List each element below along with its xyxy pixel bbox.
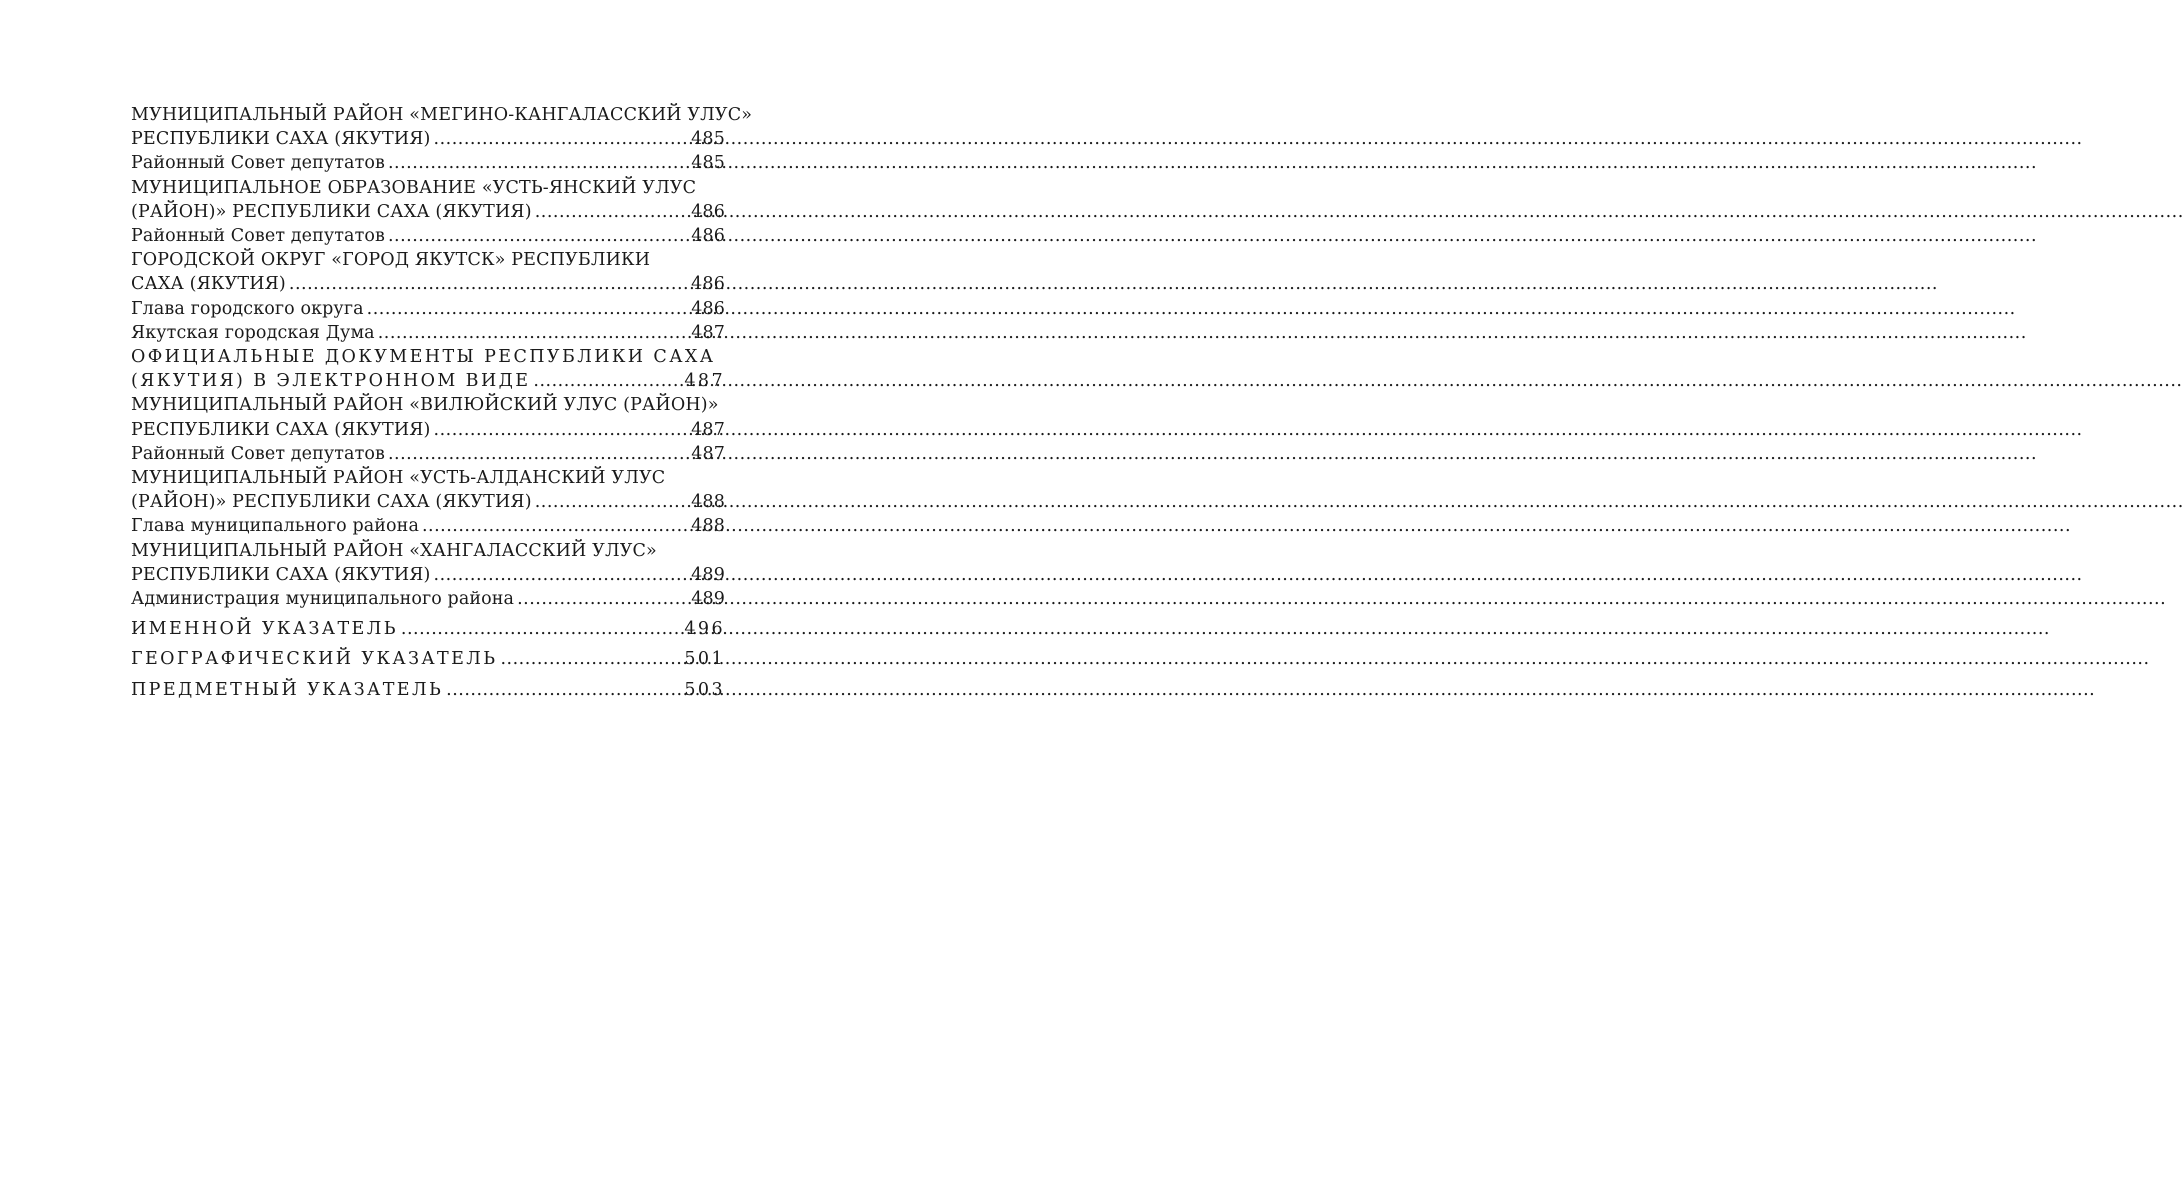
toc-entry-title: Глава городского округа — [131, 298, 364, 319]
toc-entry-geo-index[interactable] — [131, 647, 725, 671]
toc-entry-title: Районный Совет депутатов — [131, 443, 385, 464]
dot-leader — [517, 587, 689, 611]
toc-entry-title: (РАЙОН)» РЕСПУБЛИКИ САХА (ЯКУТИЯ) — [131, 201, 532, 222]
toc-entry-official-docs[interactable] — [131, 369, 725, 393]
toc-entry-title: РЕСПУБЛИКИ САХА (ЯКУТИЯ) — [131, 419, 431, 440]
dot-leader — [401, 617, 683, 641]
toc-entry-title: Глава муниципального района — [131, 516, 419, 537]
toc-entry-vilyuysky[interactable] — [131, 418, 725, 442]
dot-leader — [388, 442, 689, 466]
toc-page-number: 487 — [691, 419, 725, 440]
toc-entry-vilyuysky-council[interactable] — [131, 442, 725, 466]
toc-page-number: 486 — [691, 201, 725, 222]
dot-leader — [535, 490, 689, 514]
dot-leader — [446, 678, 682, 702]
toc-page-number: 485 — [691, 153, 725, 174]
toc-entry-title: МУНИЦИПАЛЬНЫЙ РАЙОН «МЕГИНО-КАНГАЛАССКИЙ УЛУС» — [131, 105, 753, 125]
toc-entry-title: МУНИЦИПАЛЬНЫЙ РАЙОН «УСТЬ-АЛДАНСКИЙ УЛУС — [131, 468, 666, 489]
toc-page-number: 487 — [691, 443, 725, 464]
dot-leader — [535, 200, 689, 224]
toc-entry-title: ПРЕДМЕТНЫЙ УКАЗАТЕЛЬ — [131, 679, 444, 700]
toc-heading-megino — [131, 103, 753, 127]
toc-entry-yakutsk-duma[interactable] — [131, 321, 725, 345]
toc-page-number: 503 — [684, 679, 725, 700]
toc-entry-khangalassky-admin[interactable] — [131, 587, 725, 611]
toc-entry-ust-aldansky[interactable] — [131, 490, 725, 514]
toc-page-number: 488 — [691, 492, 725, 513]
toc-page-number: 485 — [691, 129, 725, 150]
toc-entry-megino[interactable] — [131, 127, 725, 151]
toc-entry-megino-council[interactable] — [131, 151, 725, 175]
dot-leader — [388, 224, 689, 248]
toc-page-number: 501 — [684, 649, 725, 670]
dot-leader — [367, 297, 690, 321]
toc-page-number: 486 — [691, 298, 725, 319]
toc-entry-title: (ЯКУТИЯ) В ЭЛЕКТРОННОМ ВИДЕ — [131, 371, 531, 392]
toc-page-number: 489 — [691, 589, 725, 610]
toc-heading-official-docs — [131, 345, 725, 369]
dot-leader — [388, 151, 689, 175]
toc-entry-yakutsk-head[interactable] — [131, 297, 725, 321]
toc-heading-yakutsk — [131, 248, 725, 272]
dot-leader — [434, 563, 690, 587]
toc-heading-vilyuysky — [131, 393, 725, 417]
toc-entry-title: Якутская городская Дума — [131, 322, 375, 343]
toc-page-number: 489 — [691, 564, 725, 585]
toc-entry-title: Районный Совет депутатов — [131, 153, 385, 174]
toc-entry-title: ГЕОГРАФИЧЕСКИЙ УКАЗАТЕЛЬ — [131, 649, 498, 670]
toc-entry-ust-yansky-council[interactable] — [131, 224, 725, 248]
toc-entry-title: Администрация муниципального района — [131, 589, 515, 610]
toc-entry-title: САХА (ЯКУТИЯ) — [131, 274, 286, 295]
toc-entry-title: ОФИЦИАЛЬНЫЕ ДОКУМЕНТЫ РЕСПУБЛИКИ САХА — [131, 347, 716, 368]
toc-entry-title: (РАЙОН)» РЕСПУБЛИКИ САХА (ЯКУТИЯ) — [131, 492, 532, 513]
toc-page-number: 487 — [684, 371, 725, 392]
document-page — [0, 0, 839, 1191]
toc-page-number: 486 — [691, 274, 725, 295]
toc-entry-title: РЕСПУБЛИКИ САХА (ЯКУТИЯ) — [131, 129, 431, 150]
toc-heading-khangalassky — [131, 539, 725, 563]
toc-heading-ust-aldansky — [131, 466, 725, 490]
toc-page-number: 488 — [691, 516, 725, 537]
dot-leader — [434, 418, 690, 442]
toc-entry-khangalassky[interactable] — [131, 563, 725, 587]
toc-page-number: 486 — [691, 226, 725, 247]
toc-entry-yakutsk[interactable] — [131, 272, 725, 296]
toc-heading-ust-yansky — [131, 176, 725, 200]
toc-entry-ust-aldansky-head[interactable] — [131, 514, 725, 538]
toc-entry-ust-yansky[interactable] — [131, 200, 725, 224]
dot-leader — [500, 647, 682, 671]
toc-entry-subject-index[interactable] — [131, 678, 725, 702]
table-of-contents — [131, 103, 753, 702]
toc-entry-name-index[interactable] — [131, 617, 725, 641]
dot-leader — [422, 514, 689, 538]
toc-entry-title: МУНИЦИПАЛЬНОЕ ОБРАЗОВАНИЕ «УСТЬ-ЯНСКИЙ УЛУС — [131, 177, 697, 198]
dot-leader — [434, 127, 690, 151]
toc-page-number: 487 — [691, 322, 725, 343]
toc-entry-title: МУНИЦИПАЛЬНЫЙ РАЙОН «ВИЛЮЙСКИЙ УЛУС (РАЙОН)» — [131, 395, 719, 416]
toc-entry-title: МУНИЦИПАЛЬНЫЙ РАЙОН «ХАНГАЛАССКИЙ УЛУС» — [131, 540, 657, 561]
toc-entry-title: ИМЕННОЙ УКАЗАТЕЛЬ — [131, 619, 398, 640]
dot-leader — [378, 321, 690, 345]
toc-entry-title: РЕСПУБЛИКИ САХА (ЯКУТИЯ) — [131, 564, 431, 585]
dot-leader — [289, 272, 689, 296]
toc-entry-title: ГОРОДСКОЙ ОКРУГ «ГОРОД ЯКУТСК» РЕСПУБЛИКИ — [131, 250, 651, 271]
toc-page-number: 496 — [684, 619, 725, 640]
toc-entry-title: Районный Совет депутатов — [131, 226, 385, 247]
dot-leader — [533, 369, 682, 393]
